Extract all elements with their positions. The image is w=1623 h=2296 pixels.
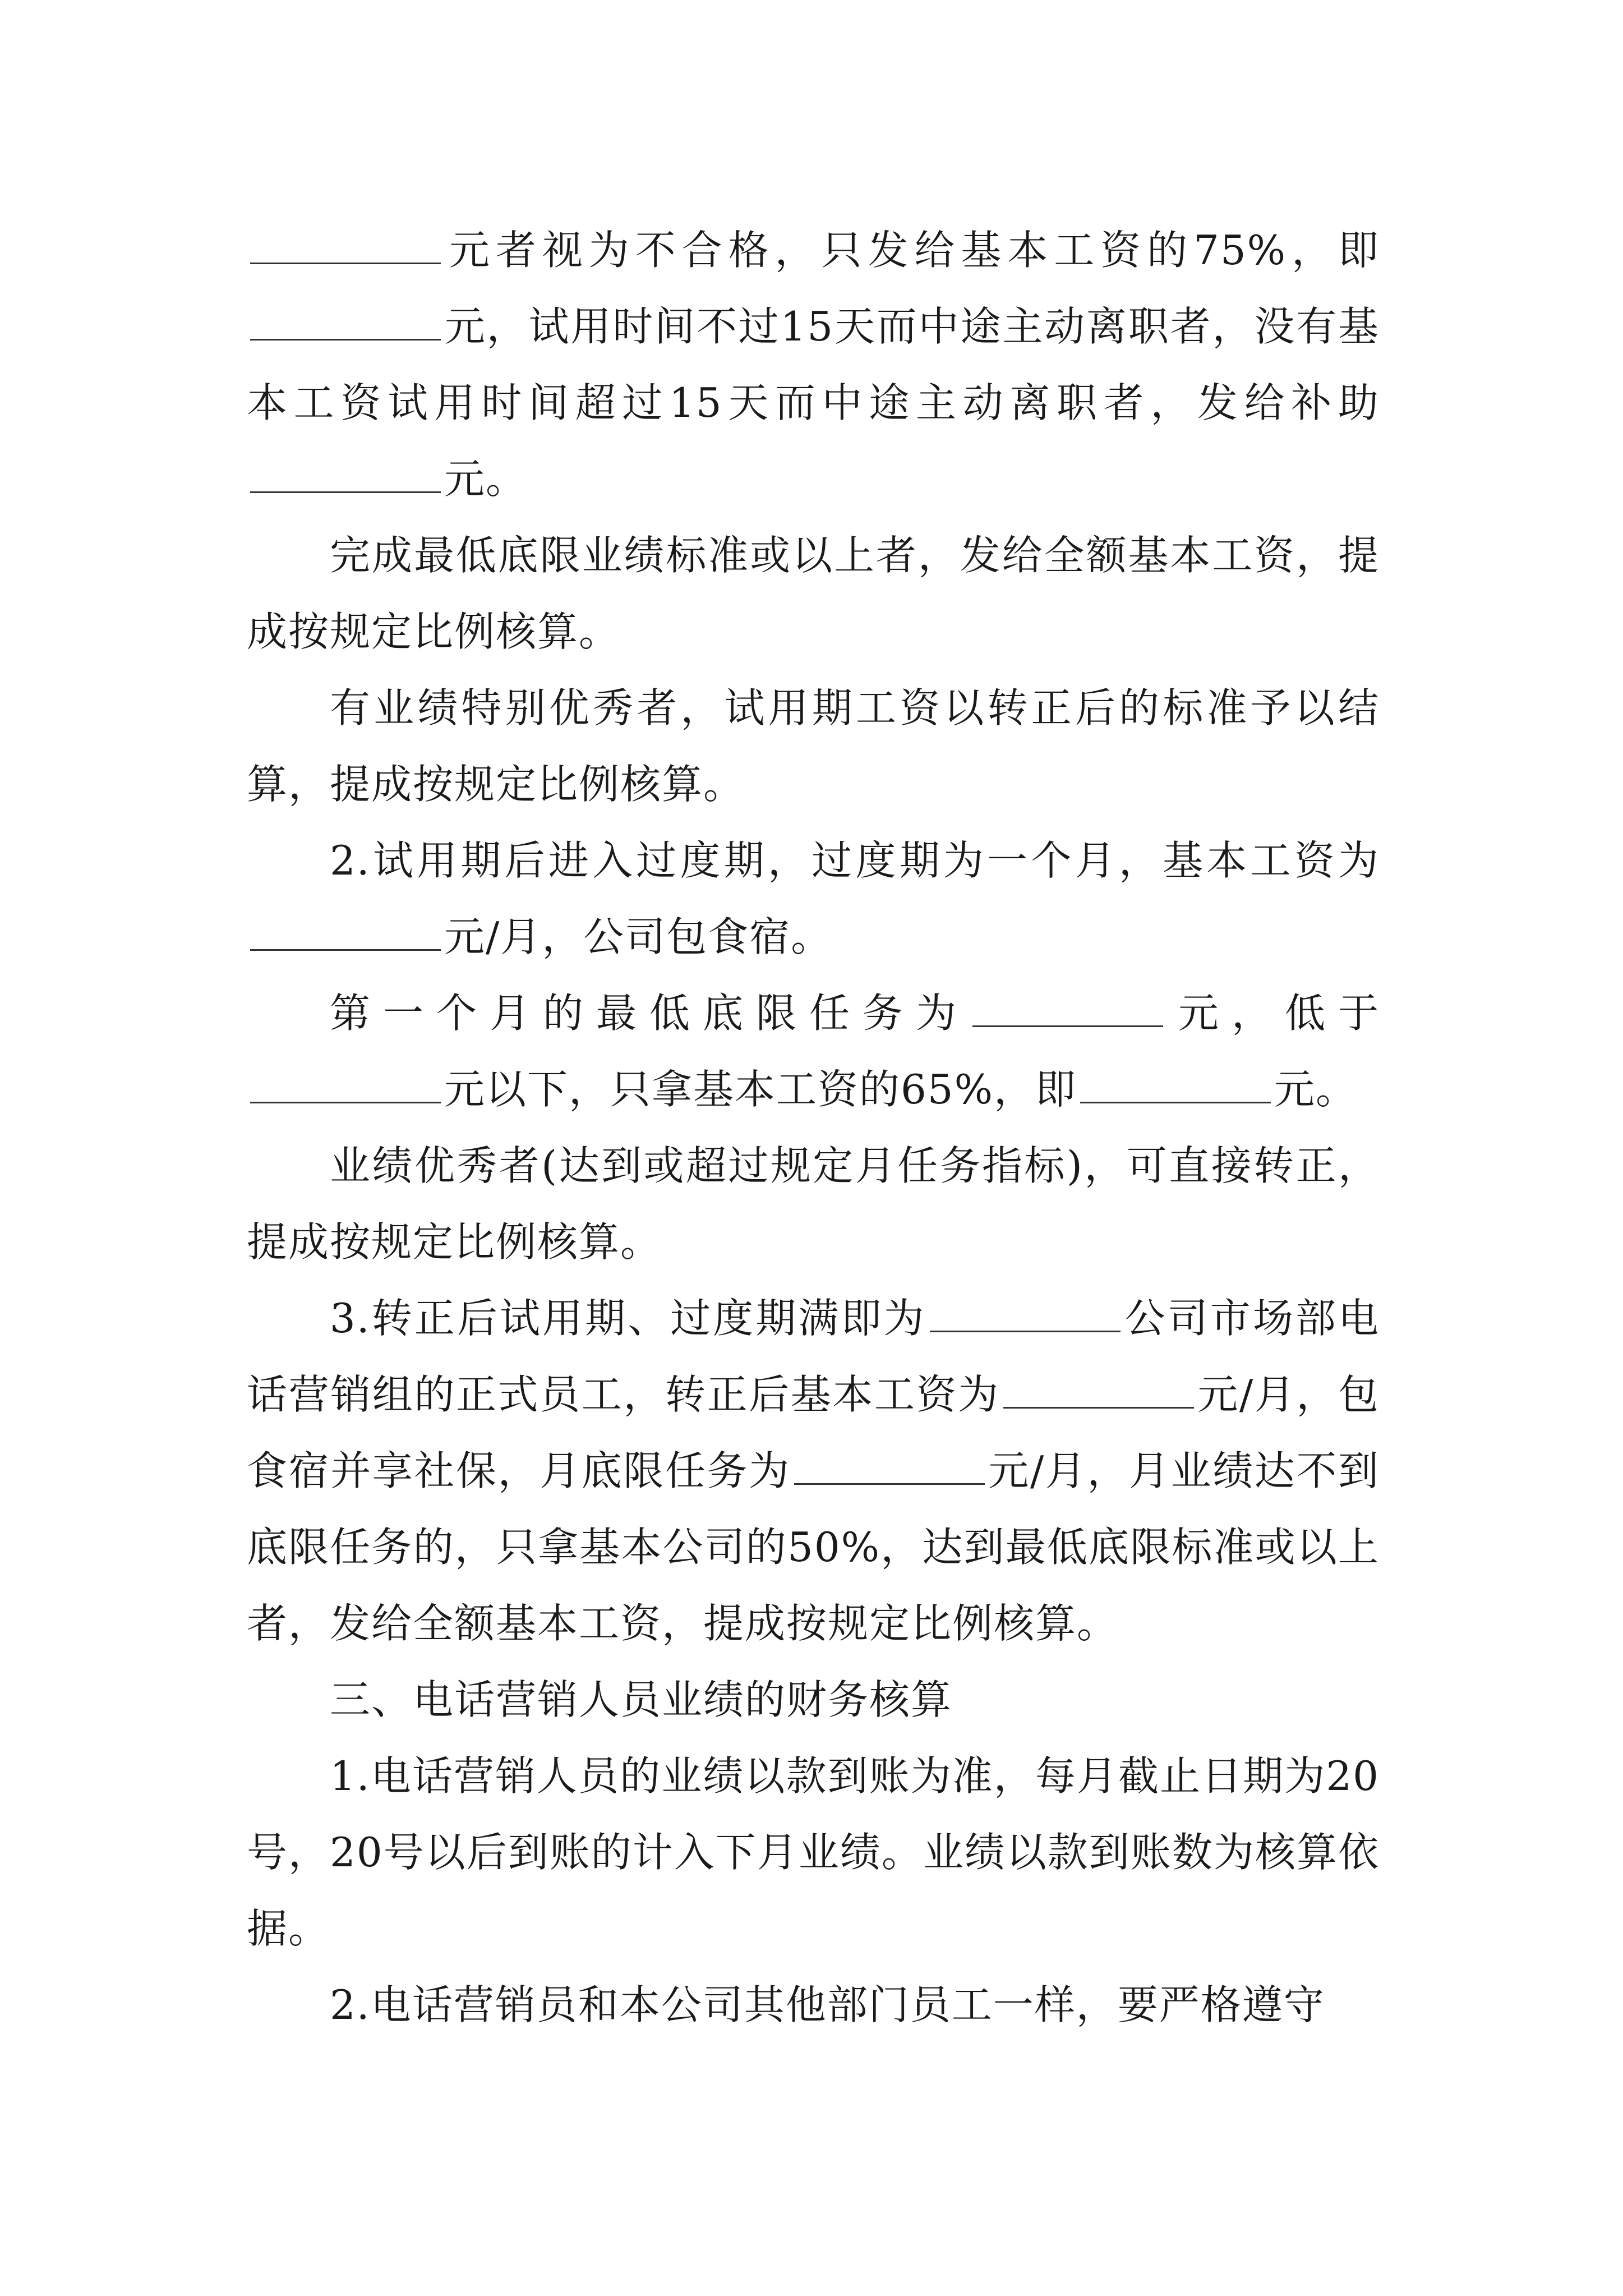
paragraph	[247, 517, 1380, 670]
paragraph	[247, 1738, 1380, 1967]
paragraph-text: 元/月，月业绩达不到底限任务的，只拿基本公司的50%，达到最低底限标准或以上者，发给全额基本工资，提成按规定比例核算。	[247, 1447, 1380, 1647]
paragraph-text: 元/月，包食宿并享社保，月底限任务为	[247, 1371, 1380, 1494]
paragraph-text: 元。	[444, 455, 528, 503]
paragraph	[247, 1128, 1380, 1280]
paragraph	[247, 1967, 1380, 2043]
paragraph-text: 2.试用期后进入过度期，过度期为一个月，基本工资为	[330, 837, 1380, 884]
paragraph-text: 三、电话营销人员业绩的财务核算	[330, 1676, 953, 1723]
paragraph-text: 元/月，公司包食宿。	[444, 913, 833, 960]
fill-in-blank	[250, 909, 441, 951]
paragraph-text: 元。	[1274, 1066, 1358, 1113]
paragraph-text: 有业绩特别优秀者，试用期工资以转正后的标准予以结算，提成按规定比例核算。	[247, 684, 1380, 808]
paragraph	[247, 822, 1380, 975]
paragraph-text: 1.电话营销人员的业绩以款到账为准，每月截止日期为20号，20号以后到账的计入下月业绩。业绩以款到账数为核算依据。	[247, 1752, 1380, 1952]
fill-in-blank	[1003, 1366, 1194, 1409]
fill-in-blank	[250, 1061, 441, 1103]
paragraph-text: 元，试用时间不过15天而中途主动离职者，没有基本工资试用时间超过15天而中途主动离职者，发给补助	[247, 303, 1380, 426]
paragraph	[247, 975, 1380, 1128]
paragraph	[247, 1280, 1380, 1662]
fill-in-blank	[794, 1443, 985, 1485]
paragraph-text: 3.转正后试用期、过度期满即为	[330, 1295, 926, 1342]
paragraph-text: 元，低于	[1166, 990, 1380, 1037]
fill-in-blank	[250, 451, 441, 493]
paragraph	[247, 212, 1380, 517]
fill-in-blank	[972, 985, 1163, 1027]
paragraph-text: 完成最低底限业绩标准或以上者，发给全额基本工资，提成按规定比例核算。	[247, 532, 1380, 655]
fill-in-blank	[930, 1290, 1121, 1332]
paragraph-text: 元者视为不合格，只发给基本工资的75%，即	[444, 227, 1380, 274]
paragraph-text: 第一个月的最低底限任务为	[330, 990, 969, 1037]
paragraph-text: 元以下，只拿基本工资的65%，即	[444, 1066, 1077, 1113]
paragraph	[247, 1662, 1380, 1738]
fill-in-blank	[250, 222, 441, 264]
paragraph-text: 2.电话营销员和本公司其他部门员工一样，要严格遵守	[330, 1981, 1325, 2028]
fill-in-blank	[250, 298, 441, 341]
paragraph-text: 公司市场部电话营销组的正式员工，转正后基本工资为	[247, 1295, 1380, 1418]
paragraph-text: 业绩优秀者(达到或超过规定月任务指标)，可直接转正，提成按规定比例核算。	[247, 1142, 1380, 1266]
fill-in-blank	[1080, 1061, 1271, 1103]
document-body	[247, 212, 1380, 2043]
paragraph	[247, 670, 1380, 822]
